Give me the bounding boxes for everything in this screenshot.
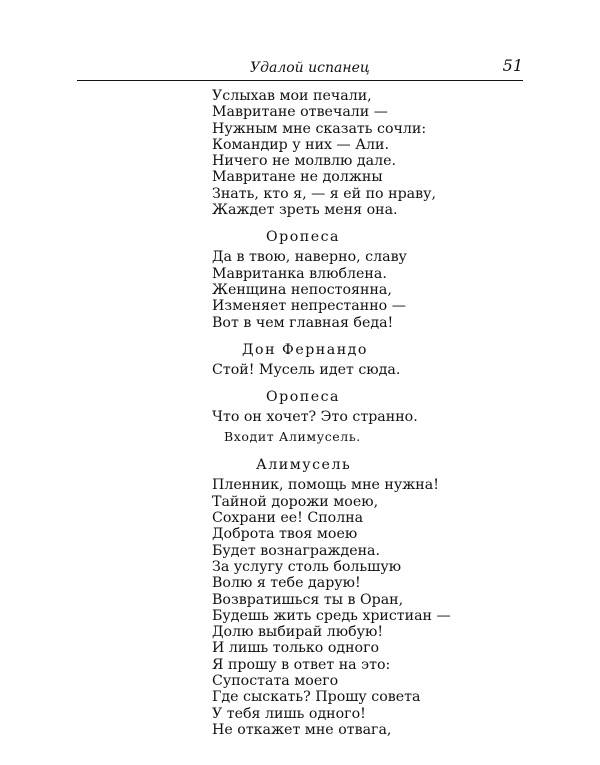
verse-line: Возвратишься ты в Оран, <box>212 591 404 608</box>
page-number: 51 <box>502 56 523 75</box>
verse-line: Будешь жить средь христиан — <box>212 607 451 624</box>
verse-line: У тебя лишь одного! <box>212 705 366 722</box>
verse-line: Сохрани ее! Сполна <box>212 510 364 527</box>
verse-line: Доброта твоя моею <box>212 526 358 543</box>
verse-line: Знать, кто я, — я ей по нраву, <box>212 185 436 202</box>
verse-line: Волю я тебе дарую! <box>212 575 361 592</box>
verse-line: Жаждет зреть меня она. <box>212 202 398 219</box>
verse-line: Я прошу в ответ на это: <box>212 656 391 673</box>
verse-line: Да в твою, наверно, славу <box>212 249 407 266</box>
speaker-name: Дон Фернандо <box>242 341 368 358</box>
running-title: Удалой испанец <box>250 60 370 76</box>
verse-line: Ничего не молвлю дале. <box>212 153 397 170</box>
verse-line: Тайной дорожи моею, <box>212 493 379 510</box>
verse-line: И лишь только одного <box>212 640 380 657</box>
verse-line: Изменяет непрестанно — <box>212 298 406 315</box>
verse-block <box>212 249 532 330</box>
verse-line: Пленник, помощь мне нужна! <box>212 477 439 494</box>
verse-line: Стой! Мусель идет сюда. <box>212 361 401 378</box>
stage-direction: Входит Алимусель. <box>224 429 361 445</box>
verse-line: Командир у них — Али. <box>212 136 389 153</box>
verse-line: Мавритане не должны <box>212 169 383 186</box>
verse-line: Вот в чем главная беда! <box>212 314 394 331</box>
verse-block <box>212 88 532 218</box>
verse-line: Что он хочет? Это странно. <box>212 409 418 426</box>
verse-block <box>212 362 532 378</box>
play-text <box>212 88 532 738</box>
verse-line: Мавритане отвечали — <box>212 104 388 121</box>
verse-block <box>212 477 532 738</box>
verse-line: Супостата моего <box>212 673 339 690</box>
page-header <box>77 56 523 81</box>
speaker-name: Оропеса <box>266 229 341 246</box>
verse-block <box>212 409 532 425</box>
speaker-name: Оропеса <box>266 389 341 406</box>
verse-line: За услугу столь большую <box>212 558 402 575</box>
verse-line: Где сыскать? Прошу совета <box>212 689 421 706</box>
verse-line: Нужным мне сказать сочли: <box>212 120 427 137</box>
verse-line: Женщина непостоянна, <box>212 281 392 298</box>
verse-line: Будет вознаграждена. <box>212 542 381 559</box>
speaker-name: Алимусель <box>256 457 352 474</box>
verse-line: Услыхав мои печали, <box>212 88 372 104</box>
verse-line: Не откажет мне отвага, <box>212 721 392 738</box>
verse-line: Мавританка влюблена. <box>212 265 387 282</box>
verse-line: Долю выбирай любую! <box>212 624 384 641</box>
